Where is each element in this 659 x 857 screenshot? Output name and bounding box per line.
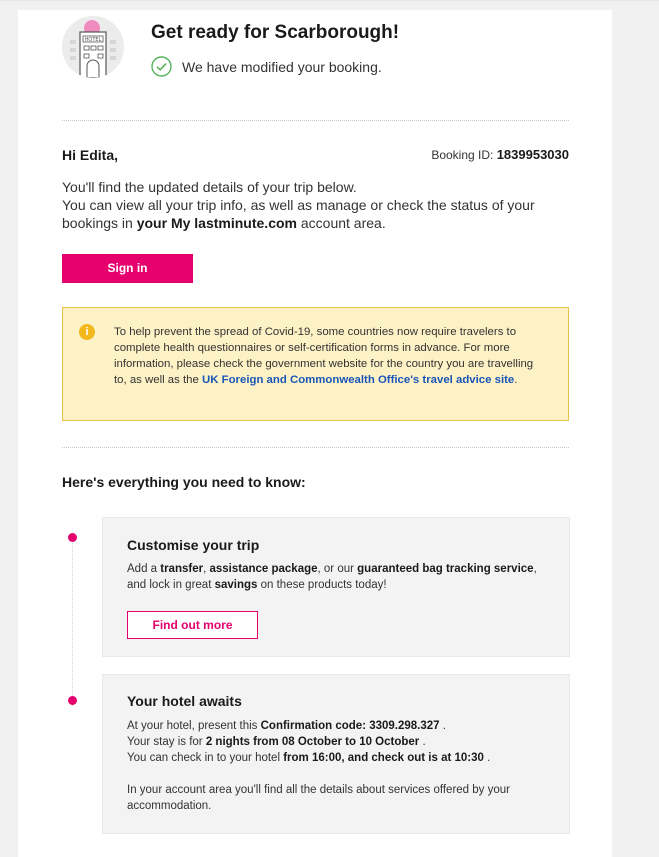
confirmation-code-line	[127, 718, 547, 734]
stay-dates-line	[127, 734, 547, 750]
divider	[62, 447, 569, 448]
greeting: Hi Edita,	[62, 147, 119, 163]
notice-end: .	[514, 374, 518, 386]
covid-notice	[62, 307, 569, 421]
booking-id-label: Booking ID:	[431, 148, 497, 162]
text-segment: , or our	[317, 563, 358, 575]
check-in-times: from 16:00, and check out is at 10:30	[283, 752, 484, 764]
notice-text	[114, 324, 544, 388]
account-info-line: In your account area you'll find all the details about services offered by your accommodation.	[127, 784, 510, 812]
customise-trip-title: Customise your trip	[127, 537, 260, 553]
text-segment: ,	[203, 563, 210, 575]
bold-segment: savings	[214, 579, 258, 591]
hotel-badge-text: HOTEL	[84, 37, 102, 43]
text-segment: .	[439, 720, 446, 732]
text-segment: Your stay is for	[127, 736, 206, 748]
booking-status: We have modified your booking.	[182, 59, 382, 75]
check-in-line	[127, 750, 547, 766]
text-segment: .	[419, 736, 426, 748]
hotel-building-icon	[62, 16, 124, 78]
intro-text-segment: account area.	[296, 215, 386, 231]
bold-segment: assistance package	[209, 563, 318, 575]
timeline-dot	[68, 533, 77, 542]
find-out-more-button[interactable]: Find out more	[127, 611, 258, 639]
timeline-line	[72, 538, 73, 706]
hotel-details-text	[127, 718, 547, 814]
account-area-link-text: your My lastminute.com	[136, 215, 297, 231]
email-body	[18, 10, 612, 857]
text-segment: Add a	[127, 563, 161, 575]
hotel-awaits-card	[102, 674, 570, 834]
text-segment: , and lock in great	[127, 563, 537, 591]
spacer	[127, 766, 547, 782]
booking-id-value: 1839953030	[496, 147, 569, 162]
customise-trip-card	[102, 517, 570, 657]
page-title: Get ready for Scarborough!	[151, 22, 400, 43]
bold-segment: guaranteed bag tracking service	[357, 563, 534, 575]
timeline-dot	[68, 696, 77, 705]
intro-text-segment: You can view all your trip info, as well as manage or check the status of your bookings in	[62, 197, 535, 231]
intro-text	[62, 178, 552, 232]
bold-segment: transfer	[160, 563, 204, 575]
confirmation-code: Confirmation code: 3309.298.327	[260, 720, 440, 732]
text-segment: You can check in to your hotel	[127, 752, 284, 764]
section-title: Here's everything you need to know:	[62, 474, 306, 490]
info-icon: i	[79, 324, 95, 340]
text-segment: on these products today!	[257, 579, 387, 591]
intro-line-2	[62, 196, 552, 232]
booking-id	[431, 147, 569, 162]
check-circle-icon	[151, 56, 172, 77]
text-segment: At your hotel, present this	[127, 720, 261, 732]
text-segment: .	[483, 752, 491, 764]
stay-dates: 2 nights from 08 October to 10 October	[205, 736, 420, 748]
intro-line-1: You'll find the updated details of your trip below.	[62, 179, 357, 195]
customise-trip-text	[127, 561, 547, 593]
sign-in-button[interactable]: Sign in	[62, 254, 193, 283]
notice-body: To help prevent the spread of Covid-19, some countries now require travelers to complete health questionnaires or self-certification forms in advance. For more information, please check the government website for the country you are travelling to, as well as the	[114, 326, 534, 386]
top-divider	[0, 0, 659, 1]
divider	[62, 120, 569, 121]
travel-advice-link[interactable]: UK Foreign and Commonwealth Office's travel advice site	[202, 374, 515, 386]
hotel-awaits-title: Your hotel awaits	[127, 693, 242, 709]
